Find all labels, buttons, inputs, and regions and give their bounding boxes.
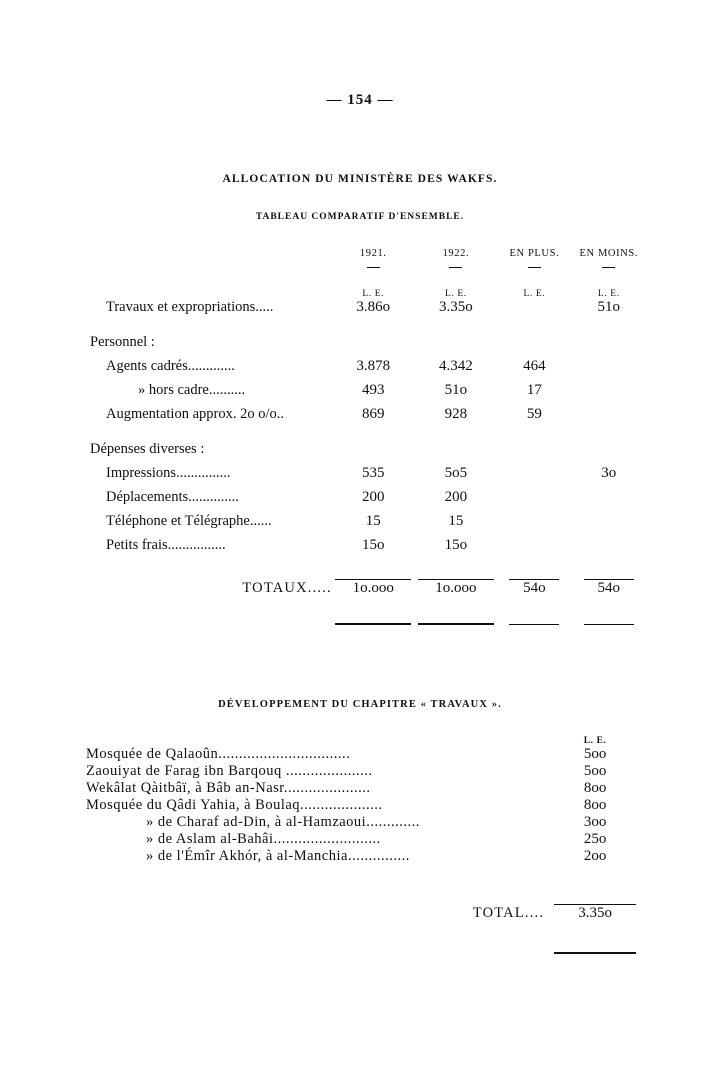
table-row <box>86 537 646 554</box>
header-rule-1 <box>332 259 415 273</box>
row-value-1921: 535 <box>361 465 385 481</box>
row-value-plus: 464 <box>523 358 546 374</box>
row-value-1921: 3.86o <box>356 299 391 315</box>
row-value-1921: 869 <box>361 406 385 422</box>
row-spacer <box>86 375 646 382</box>
row-value-minus <box>572 358 646 375</box>
table-row <box>86 489 646 506</box>
row-value: 8oo <box>583 780 607 796</box>
row-label: » de Aslam al-Bahâi.......................... <box>146 831 381 847</box>
table-row <box>86 465 646 482</box>
table-row <box>86 406 646 423</box>
table-row <box>86 358 646 375</box>
table-row <box>86 746 646 763</box>
section2-title: DÉVELOPPEMENT DU CHAPITRE « TRAVAUX ». <box>218 699 502 710</box>
row-label: » hors cadre.......... <box>138 382 246 398</box>
row-value-minus: 3o <box>601 465 617 481</box>
total-label: TOTAUX..... <box>242 580 332 596</box>
page-number: — 154 — <box>326 92 394 108</box>
row-label: Dépenses diverses : <box>90 441 205 457</box>
row-spacer <box>86 423 646 441</box>
row-label: Travaux et expropriations..... <box>106 299 274 315</box>
row-value-1922: 4.342 <box>439 358 473 374</box>
row-value-1922: 5o5 <box>444 465 468 481</box>
total-value-1922: 1o.ooo <box>435 580 477 596</box>
header-year-1922: 1922. <box>442 248 470 259</box>
row-value-1922: 928 <box>444 406 468 422</box>
header-en-moins: EN MOINS. <box>579 248 639 259</box>
row-value-plus <box>497 334 571 351</box>
header-unit: L. E. <box>583 736 607 746</box>
header-rule-4 <box>572 259 646 273</box>
table2-rule-above-total <box>86 865 646 905</box>
row-label: » de Charaf ad-Din, à al-Hamzaoui............. <box>146 814 420 830</box>
table2-header <box>86 722 646 746</box>
header-year-1921: 1921. <box>359 248 387 259</box>
section1-title: ALLOCATION DU MINISTÈRE DES WAKFS. <box>222 173 498 185</box>
total-value-minus: 54o <box>597 580 621 596</box>
row-value-1921: 3.878 <box>356 358 391 374</box>
row-value-plus <box>497 489 571 506</box>
row-value: 25o <box>583 831 607 847</box>
row-value-1922: 15o <box>444 537 468 553</box>
row-value-minus <box>572 441 646 458</box>
travaux-detail-table <box>86 722 646 954</box>
table-rule-above-total <box>86 554 646 580</box>
row-spacer <box>86 506 646 513</box>
row-value-minus <box>572 489 646 506</box>
table-row <box>86 513 646 530</box>
header-unit-1: L. E. <box>362 289 385 299</box>
section1-subtitle: TABLEAU COMPARATIF D'ENSEMBLE. <box>255 212 465 222</box>
row-value-1921 <box>332 441 415 458</box>
header-unit-2: L. E. <box>445 289 467 299</box>
row-label: Téléphone et Télégraphe...... <box>106 513 272 529</box>
row-value-plus: 59 <box>526 406 542 422</box>
row-value-1921: 200 <box>361 489 385 505</box>
header-rule-3 <box>497 259 571 273</box>
row-label: Déplacements.............. <box>106 489 239 505</box>
header-unit-3: L. E. <box>523 289 546 299</box>
header-rule-2 <box>415 259 498 273</box>
table-header-rules <box>86 259 646 273</box>
row-spacer <box>86 458 646 465</box>
table-row <box>86 831 646 848</box>
row-value-1921: 15 <box>365 513 381 529</box>
table-row <box>86 334 646 351</box>
row-value-1922 <box>415 441 498 458</box>
row-value-plus <box>497 513 571 530</box>
row-label: Agents cadrés............. <box>106 358 235 374</box>
row-value-plus <box>497 441 571 458</box>
row-label: Personnel : <box>90 334 155 350</box>
row-value-1921: 15o <box>361 537 385 553</box>
row-spacer <box>86 399 646 406</box>
row-value-plus <box>497 299 571 316</box>
row-value-1922: 15 <box>448 513 464 529</box>
row-label: Impressions............... <box>106 465 231 481</box>
table-row <box>86 797 646 814</box>
row-value: 5oo <box>583 763 607 779</box>
row-value: 5oo <box>583 746 607 762</box>
row-value-1922: 51o <box>444 382 468 398</box>
row-value-minus <box>572 513 646 530</box>
row-label: » de l'Émîr Akhór, à al-Manchia............... <box>146 848 410 864</box>
table-row <box>86 848 646 865</box>
row-value-1922 <box>415 334 498 351</box>
row-value-minus <box>572 406 646 423</box>
row-value: 3oo <box>583 814 607 830</box>
table2-rule-below-total <box>86 922 646 954</box>
table-row <box>86 814 646 831</box>
row-value: 8oo <box>583 797 607 813</box>
row-label: Wekâlat Qàitbâï, à Bâb an-Nasr..................... <box>86 780 371 796</box>
row-label: Zaouiyat de Farag ibn Barqouq ..................... <box>86 763 373 779</box>
row-spacer <box>86 530 646 537</box>
table-row <box>86 382 646 399</box>
row-label: Mosquée de Qalaoûn................................ <box>86 746 351 762</box>
header-en-plus: EN PLUS. <box>509 248 560 259</box>
comparative-table <box>86 243 646 625</box>
row-value-minus <box>572 382 646 399</box>
table-row <box>86 763 646 780</box>
row-value-plus <box>497 537 571 554</box>
row-spacer <box>86 316 646 334</box>
row-value-minus <box>572 334 646 351</box>
table-total-row <box>86 580 646 597</box>
table2-total-row <box>86 905 646 922</box>
total-value-1921: 1o.ooo <box>352 580 394 596</box>
row-value-1922: 3.35o <box>439 299 473 315</box>
row-value-1921: 493 <box>361 382 385 398</box>
row-spacer <box>86 351 646 358</box>
row-label: Mosquée du Qâdi Yahia, à Boulaq.................... <box>86 797 383 813</box>
row-value-1922: 200 <box>444 489 468 505</box>
table-header-units <box>86 273 646 299</box>
total-value-plus: 54o <box>523 580 546 596</box>
row-label: Petits frais................ <box>106 537 226 553</box>
row-value: 2oo <box>583 848 607 864</box>
row-value-minus: 51o <box>597 299 621 315</box>
row-value-1921 <box>332 334 415 351</box>
table-rule-below-total <box>86 597 646 625</box>
row-value-plus: 17 <box>526 382 542 398</box>
total-value: 3.35o <box>578 905 612 921</box>
table-header-years <box>86 243 646 259</box>
total-label: TOTAL.... <box>472 905 545 921</box>
header-unit-4: L. E. <box>597 289 620 299</box>
table-row <box>86 780 646 797</box>
row-value-plus <box>497 465 571 482</box>
table-row <box>86 299 646 316</box>
row-label: Augmentation approx. 2o o/o.. <box>106 406 285 422</box>
row-spacer <box>86 482 646 489</box>
row-value-minus <box>572 537 646 554</box>
table-row <box>86 441 646 458</box>
